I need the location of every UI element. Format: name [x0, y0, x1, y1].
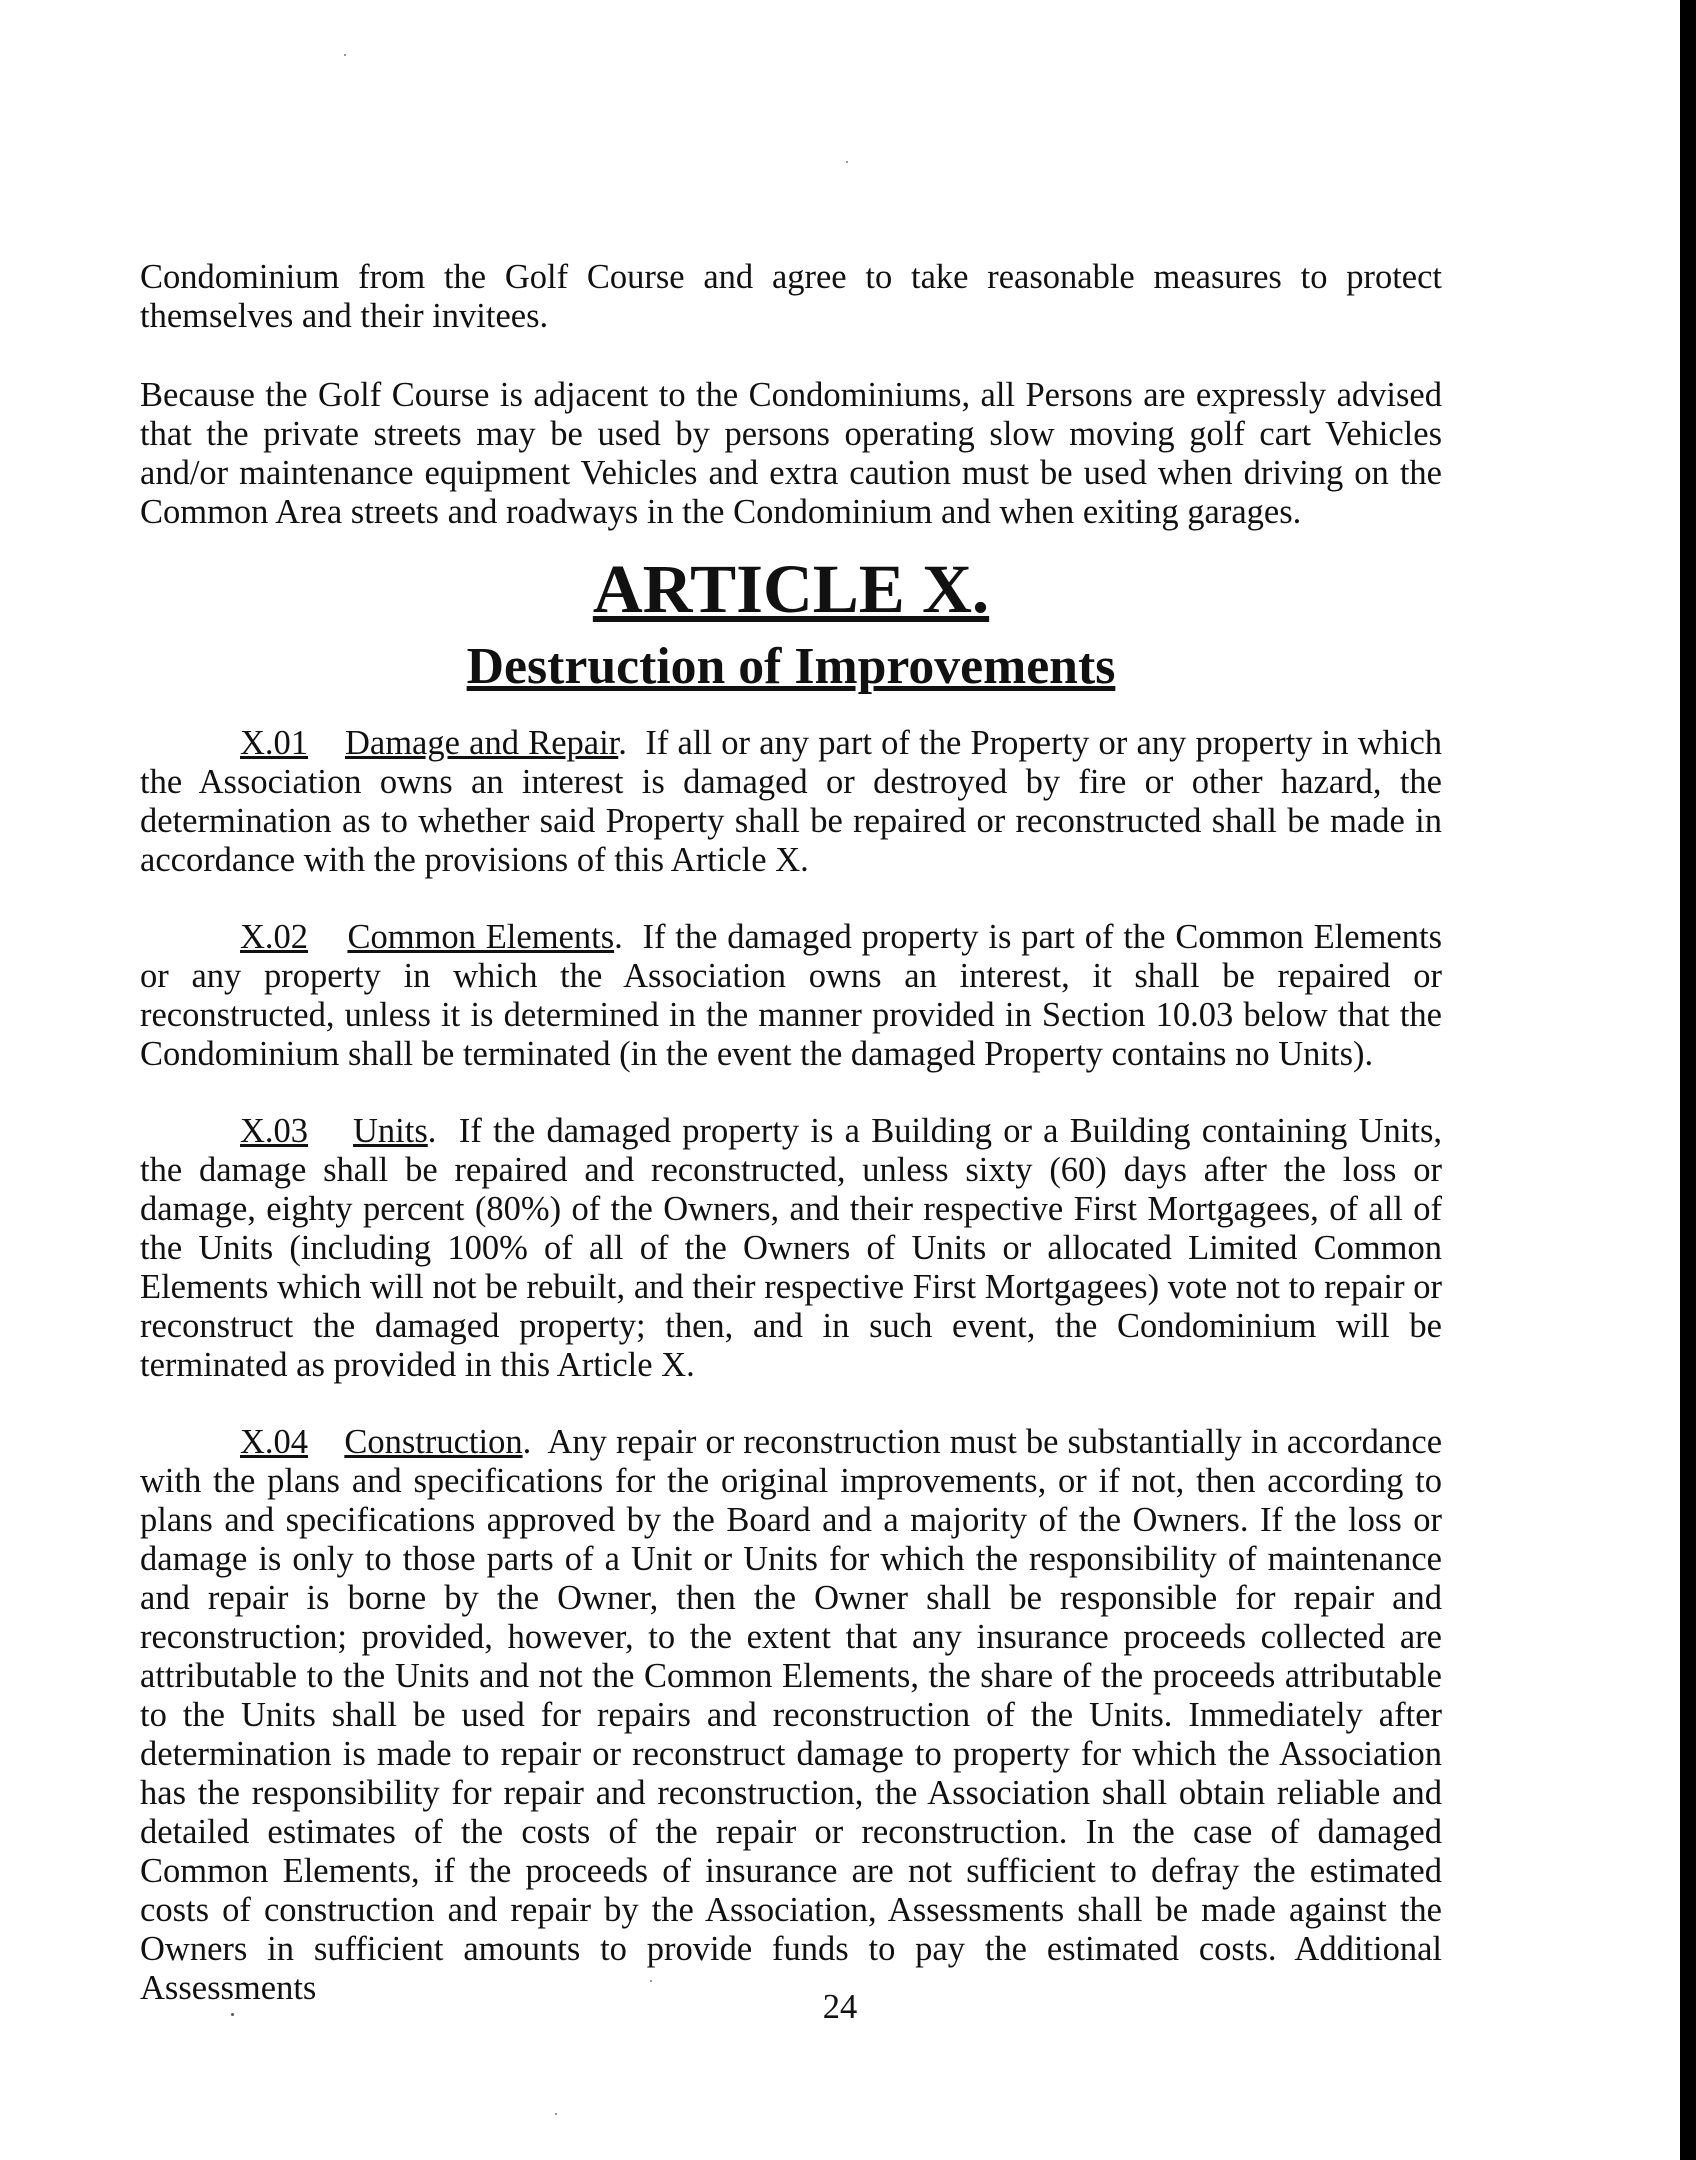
section-number: X.04 [240, 1423, 309, 1461]
document-body [140, 258, 1442, 2008]
scan-speck [555, 2113, 557, 2115]
section-text: If the damaged property is a Building or a Building containing Units, the damage shall be repaired and reconstructed, unless sixty (60) days after the loss or damage, eighty percent (80%) of the Owners, and their respective First Mortgagees, of all of the Units (including 100% of all of the Owners of Units or allocated Limited Common Elements which will not be rebuilt, and their respective First Mortgagees) vote not to repair or reconstruct the damaged property; then, and in such event, the Condominium will be terminated as provided in this Article X. [140, 1112, 1443, 1384]
section-x02 [140, 918, 1442, 1074]
intro-paragraph: Condominium from the Golf Course and agree to take reasonable measures to protect themselves and their invitees. [140, 258, 1442, 335]
section-title: Damage and Repair [344, 724, 619, 762]
section-title-period: . [614, 918, 643, 956]
section-heading: Destruction of Improvements [466, 638, 1116, 695]
section-title-period: . [427, 1112, 459, 1150]
golf-course-advisory-paragraph: Because the Golf Course is adjacent to the Condominiums, all Persons are expressly advised that the private streets may be used by persons operating slow moving golf cart Vehicles and/or maintenance equipment Vehicles and extra caution must be used when driving on the Common Area streets and roadways in the Condominium and when exiting garages. [140, 376, 1442, 531]
section-text: Any repair or reconstruction must be substantially in accordance with the plans and specifications for the original improvements, or if not, then according to plans and specifications approved by the Board and a majority of the Owners. If the loss or damage is only to those parts of a Unit or Units for which the responsibility of maintenance and repair is borne by the Owner, then the Owner shall be responsible for repair and reconstruction; provided, however, to the extent that any insurance proceeds collected are attributable to the Units and not the Common Elements, the share of the proceeds attributable to the Units shall be used for repairs and reconstruction of the Units. Immediately after determination is made to repair or reconstruct damage to property for which the Association has the responsibility for repair and reconstruction, the Association shall obtain reliable and detailed estimates of the costs of the repair or reconstruction. In the case of damaged Common Elements, if the proceeds of insurance are not sufficient to defray the estimated costs of construction and repair by the Association, Assessments shall be made against the Owners in sufficient amounts to provide funds to pay the estimated costs. Additional Assessments [140, 1423, 1443, 2007]
scan-speck [846, 161, 848, 163]
section-title: Common Elements [347, 918, 615, 956]
section-spacing [308, 1112, 353, 1150]
section-spacing [308, 724, 345, 762]
scan-speck [344, 54, 346, 56]
section-title: Units [353, 1112, 428, 1150]
section-text: If the damaged property is part of the Common Elements or any property in which the Association owns an interest, it shall be repaired or reconstructed, unless it is determined in the manner provided in Section 10.03 below that the Condominium shall be terminated (in the event the damaged Property contains no Units). [140, 918, 1442, 1073]
section-title-period: . [618, 724, 646, 762]
page-number: 24 [822, 1988, 858, 2026]
section-text: If all or any part of the Property or any property in which the Association owns an interest is damaged or destroyed by fire or other hazard, the determination as to whether said Property shall be repaired or reconstructed shall be made in accordance with the provisions of this Article X. [140, 724, 1443, 879]
article-heading: ARTICLE X. [592, 551, 990, 627]
section-number: X.01 [240, 724, 309, 762]
section-spacing [308, 918, 347, 956]
section-number: X.03 [240, 1112, 309, 1150]
section-x01 [140, 724, 1442, 880]
scan-page-edge [1680, 0, 1696, 2160]
section-title-period: . [522, 1423, 548, 1461]
section-spacing [308, 1423, 344, 1461]
section-x04 [140, 1423, 1442, 2008]
section-number: X.02 [240, 918, 309, 956]
section-title: Construction [344, 1423, 523, 1461]
section-x03 [140, 1112, 1442, 1385]
